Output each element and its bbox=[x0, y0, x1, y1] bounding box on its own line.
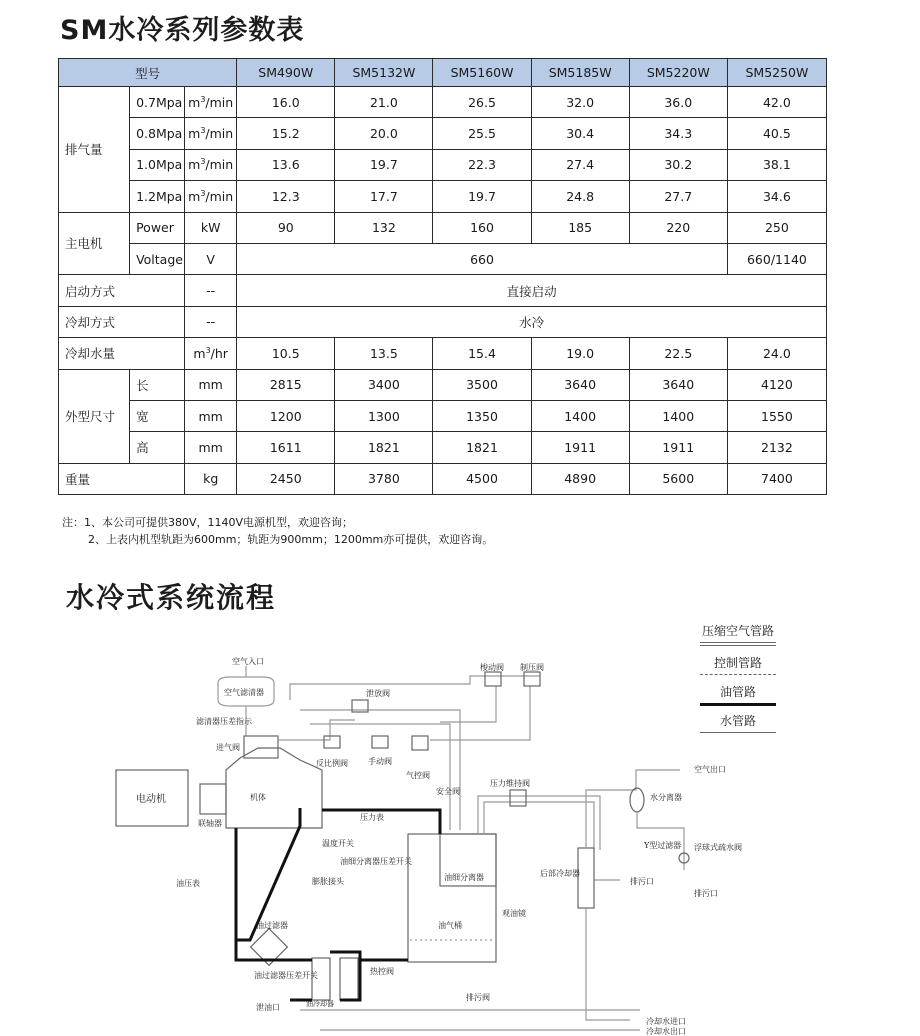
sub-label: 高 bbox=[130, 432, 185, 463]
value-cell: 160 bbox=[433, 212, 531, 243]
sub-label: Power bbox=[130, 212, 185, 243]
unit-cell: $m^3/hr$ bbox=[185, 338, 237, 369]
value-cell: 直接启动 bbox=[237, 275, 827, 306]
value-cell: 19.7 bbox=[433, 181, 531, 212]
value-cell: 21.0 bbox=[335, 87, 433, 118]
air-pipe bbox=[300, 710, 460, 830]
model-col: SM490W bbox=[237, 59, 335, 87]
aftercooler-shape bbox=[578, 848, 594, 908]
value-cell: 24.0 bbox=[727, 338, 826, 369]
label-temp-switch: 温度开关 bbox=[322, 839, 354, 848]
value-cell: 250 bbox=[727, 212, 826, 243]
label-air-outlet: 空气出口 bbox=[694, 765, 726, 774]
value-cell: 1200 bbox=[237, 400, 335, 431]
label-pressure-regulator: 制压阀 bbox=[520, 663, 544, 672]
air-pipe bbox=[484, 802, 594, 850]
value-cell: 22.5 bbox=[629, 338, 727, 369]
label-air-filter: 空气滤清器 bbox=[224, 688, 264, 697]
row-label: 冷却方式 bbox=[59, 306, 185, 337]
legend-air-label: 压缩空气管路 bbox=[701, 624, 774, 638]
value-cell: 7400 bbox=[727, 463, 826, 494]
label-intake-valve: 进气阀 bbox=[216, 743, 240, 752]
label-check-valve: 反比例阀 bbox=[316, 759, 348, 768]
oil-gas-tank-shape bbox=[408, 834, 496, 962]
value-cell: 22.3 bbox=[433, 149, 531, 180]
pressure-label: 0.7Mpa bbox=[130, 87, 185, 118]
flow-title: 水冷式系统流程 bbox=[66, 581, 277, 614]
pressure-label: 1.2Mpa bbox=[130, 181, 185, 212]
value-cell: 1350 bbox=[433, 400, 531, 431]
value-cell: 1821 bbox=[335, 432, 433, 463]
oil-pipe bbox=[330, 952, 360, 1000]
label-aftercooler: 后部冷却器 bbox=[540, 869, 580, 878]
row-label: 排气量 bbox=[59, 87, 130, 213]
value-cell: 1550 bbox=[727, 400, 826, 431]
label-oil-gas-tank: 油气桶 bbox=[438, 921, 462, 930]
control-pipe bbox=[430, 686, 530, 740]
label-water-separator: 水分离器 bbox=[650, 793, 682, 802]
value-cell: 36.0 bbox=[629, 87, 727, 118]
value-cell: 42.0 bbox=[727, 87, 826, 118]
sub-label: 宽 bbox=[130, 400, 185, 431]
label-filter-indicator: 滤清器压差指示 bbox=[196, 717, 252, 726]
value-cell: 1611 bbox=[237, 432, 335, 463]
value-cell: 5600 bbox=[629, 463, 727, 494]
value-cell: 27.4 bbox=[531, 149, 629, 180]
label-oil-pressure-gauge: 油压表 bbox=[176, 879, 200, 888]
value-cell: 660 bbox=[237, 243, 728, 274]
value-cell: 3500 bbox=[433, 369, 531, 400]
value-cell: 1300 bbox=[335, 400, 433, 431]
value-cell: 38.1 bbox=[727, 149, 826, 180]
value-cell: 3400 bbox=[335, 369, 433, 400]
oil-cooler-shape-2 bbox=[340, 958, 358, 1000]
value-cell: 17.7 bbox=[335, 181, 433, 212]
value-cell: 2132 bbox=[727, 432, 826, 463]
unit-cell: $m^3/\min$ bbox=[185, 118, 237, 149]
label-cw-inlet: 冷却水进口 bbox=[646, 1017, 686, 1026]
value-cell: 4500 bbox=[433, 463, 531, 494]
pressure-regulator-shape bbox=[524, 672, 540, 686]
row-label: 冷却水量 bbox=[59, 338, 185, 369]
legend-oil-label: 油管路 bbox=[719, 685, 756, 699]
label-min-pressure-valve: 压力维持阀 bbox=[490, 779, 530, 788]
value-cell: 40.5 bbox=[727, 118, 826, 149]
unit-cell: kW bbox=[185, 212, 237, 243]
water-separator-shape bbox=[630, 788, 644, 812]
unit-cell: -- bbox=[185, 306, 237, 337]
label-float-drain: 浮球式疏水阀 bbox=[694, 843, 742, 852]
value-cell: 13.5 bbox=[335, 338, 433, 369]
note-line: 注：1、本公司可提供380V，1140V电源机型，欢迎咨询； bbox=[62, 516, 354, 529]
label-oil-filter-switch: 油过滤器压差开关 bbox=[254, 971, 318, 980]
value-cell: 30.4 bbox=[531, 118, 629, 149]
value-cell: 1400 bbox=[531, 400, 629, 431]
value-cell: 27.7 bbox=[629, 181, 727, 212]
label-oil-filter: 油过滤器 bbox=[256, 921, 288, 930]
label-separator-switch: 油细分离器压差开关 bbox=[340, 857, 412, 866]
unit-cell: $m^3/\min$ bbox=[185, 149, 237, 180]
label-expansion-joint: 膨胀接头 bbox=[312, 877, 344, 886]
value-cell: 34.3 bbox=[629, 118, 727, 149]
model-col: SM5160W bbox=[433, 59, 531, 87]
label-coupling: 联轴器 bbox=[198, 819, 222, 828]
label-thermo-valve: 热控阀 bbox=[370, 967, 394, 976]
legend-control-label: 控制管路 bbox=[713, 656, 762, 670]
value-cell: 1821 bbox=[433, 432, 531, 463]
sub-label: Voltage bbox=[130, 243, 185, 274]
pressure-label: 1.0Mpa bbox=[130, 149, 185, 180]
value-cell: 185 bbox=[531, 212, 629, 243]
control-pipe bbox=[278, 720, 355, 740]
value-cell: 13.6 bbox=[237, 149, 335, 180]
unit-cell: V bbox=[185, 243, 237, 274]
value-cell: 1400 bbox=[629, 400, 727, 431]
value-cell: 15.4 bbox=[433, 338, 531, 369]
value-cell: 1911 bbox=[629, 432, 727, 463]
value-cell: 3780 bbox=[335, 463, 433, 494]
unit-cell: -- bbox=[185, 275, 237, 306]
value-cell: 25.5 bbox=[433, 118, 531, 149]
model-col: SM5220W bbox=[629, 59, 727, 87]
label-pressure-gauge: 压力表 bbox=[360, 813, 384, 822]
label-oil-cooler: 油冷却器 bbox=[306, 1000, 334, 1008]
value-cell: 34.6 bbox=[727, 181, 826, 212]
label-vent-valve: 泄放阀 bbox=[366, 689, 390, 698]
label-drain-1: 排污口 bbox=[630, 877, 654, 886]
water-pipe bbox=[586, 908, 630, 1020]
row-label: 外型尺寸 bbox=[59, 369, 130, 463]
value-cell: 20.0 bbox=[335, 118, 433, 149]
value-cell: 30.2 bbox=[629, 149, 727, 180]
value-cell: 132 bbox=[335, 212, 433, 243]
value-cell: 水冷 bbox=[237, 306, 827, 337]
label-cw-outlet: 冷却水出口 bbox=[646, 1027, 686, 1036]
value-cell: 3640 bbox=[531, 369, 629, 400]
value-cell: 220 bbox=[629, 212, 727, 243]
unit-cell: mm bbox=[185, 400, 237, 431]
check-valve-shape bbox=[324, 736, 340, 748]
oil-pipe bbox=[236, 808, 312, 960]
value-cell: 32.0 bbox=[531, 87, 629, 118]
label-safety-valve: 安全阀 bbox=[436, 787, 460, 796]
model-col: SM5132W bbox=[335, 59, 433, 87]
label-body: 机体 bbox=[250, 793, 266, 802]
value-cell: 24.8 bbox=[531, 181, 629, 212]
unit-cell: $m^3/\min$ bbox=[185, 181, 237, 212]
value-cell: 1911 bbox=[531, 432, 629, 463]
value-cell: 660/1140 bbox=[727, 243, 826, 274]
value-cell: 12.3 bbox=[237, 181, 335, 212]
row-label: 主电机 bbox=[59, 212, 130, 275]
model-header: 型号 bbox=[59, 59, 237, 87]
unit-cell: mm bbox=[185, 432, 237, 463]
value-cell: 26.5 bbox=[433, 87, 531, 118]
label-pneumatic-valve: 气控阀 bbox=[406, 771, 430, 780]
value-cell: 4120 bbox=[727, 369, 826, 400]
unit-cell: kg bbox=[185, 463, 237, 494]
label-drain-valve: 排污阀 bbox=[466, 993, 490, 1002]
pressure-label: 0.8Mpa bbox=[130, 118, 185, 149]
value-cell: 16.0 bbox=[237, 87, 335, 118]
label-oil-drain: 泄油口 bbox=[256, 1003, 280, 1012]
model-col: SM5185W bbox=[531, 59, 629, 87]
label-manual-valve: 手动阀 bbox=[368, 757, 392, 766]
intake-valve-shape bbox=[244, 736, 278, 758]
value-cell: 19.7 bbox=[335, 149, 433, 180]
pneumatic-valve-shape bbox=[412, 736, 428, 750]
value-cell: 4890 bbox=[531, 463, 629, 494]
note-line: 2、上表内机型轨距为600mm；轨距为900mm；1200mm亦可提供，欢迎咨询。 bbox=[88, 533, 494, 546]
label-oil-separator: 油细分离器 bbox=[444, 873, 484, 882]
min-pressure-valve-shape bbox=[510, 790, 526, 806]
compressor-body-shape bbox=[226, 748, 322, 828]
label-loading-valve: 梭动阀 bbox=[480, 663, 504, 672]
unit-cell: mm bbox=[185, 369, 237, 400]
value-cell: 2450 bbox=[237, 463, 335, 494]
legend-water-label: 水管路 bbox=[719, 714, 756, 728]
label-sight-glass: 观油镜 bbox=[502, 909, 526, 918]
row-label: 重量 bbox=[59, 463, 185, 494]
control-pipe bbox=[440, 686, 496, 722]
value-cell: 3640 bbox=[629, 369, 727, 400]
manual-valve-shape bbox=[372, 736, 388, 748]
label-y-strainer: Y型过滤器 bbox=[644, 841, 682, 850]
label-motor: 电动机 bbox=[136, 794, 166, 805]
loading-valve-shape bbox=[485, 672, 501, 686]
model-col: SM5250W bbox=[727, 59, 826, 87]
spec-title: SM水冷系列参数表 bbox=[60, 15, 305, 46]
sub-label: 长 bbox=[130, 369, 185, 400]
label-drain-2: 排污口 bbox=[694, 889, 718, 898]
row-label: 启动方式 bbox=[59, 275, 185, 306]
unit-cell: $m^3/\min$ bbox=[185, 87, 237, 118]
value-cell: 2815 bbox=[237, 369, 335, 400]
value-cell: 15.2 bbox=[237, 118, 335, 149]
label-air-inlet: 空气入口 bbox=[232, 657, 264, 666]
value-cell: 90 bbox=[237, 212, 335, 243]
value-cell: 10.5 bbox=[237, 338, 335, 369]
value-cell: 19.0 bbox=[531, 338, 629, 369]
coupling-shape bbox=[200, 784, 226, 814]
